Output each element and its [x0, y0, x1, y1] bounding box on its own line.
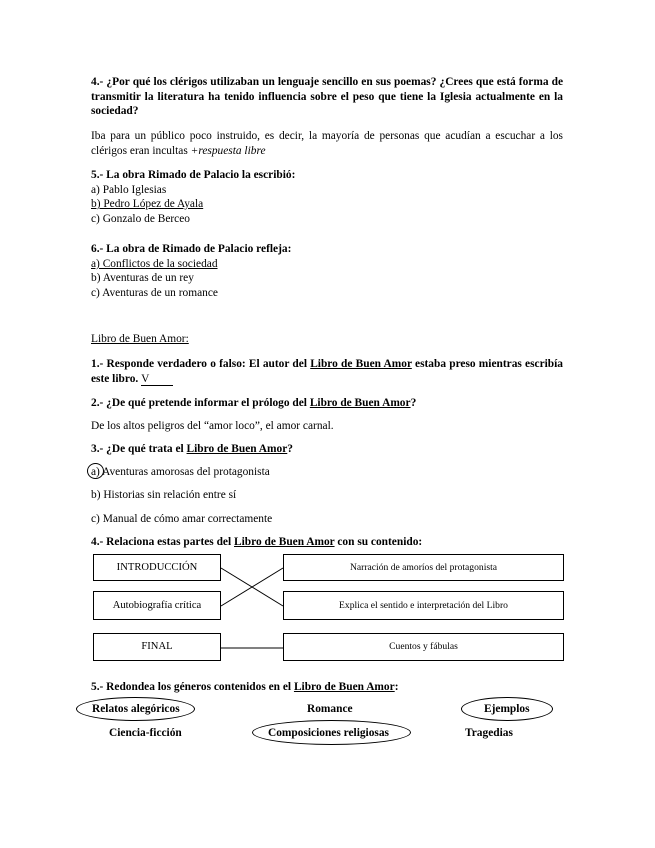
q5-option-b-selected: b) Pedro López de Ayala [91, 198, 204, 210]
q6-option-b: b) Aventuras de un rey [91, 272, 194, 284]
s2-question-2-answer: De los altos peligros del “amor loco”, el amor carnal. [91, 420, 334, 432]
left-box-introduccion: INTRODUCCIÓN [93, 554, 221, 581]
q5-option-c: c) Gonzalo de Berceo [91, 213, 190, 225]
question-6-text: 6.- La obra de Rimado de Palacio refleja: [91, 243, 292, 255]
q5-option-a: a) Pablo Iglesias [91, 184, 167, 196]
book-title: Libro de Buen Amor [186, 443, 288, 455]
q3-option-a-selected: a) Aventuras amorosas del protagonista [91, 466, 270, 478]
question-4-text: 4.- ¿Por qué los clérigos utilizaban un lenguaje sencillo en sus poemas? ¿Crees que está forma de transmitir la literatura ha tenido influencia sobre el peso que tiene la Iglesia actualmente en la sociedad? [91, 76, 563, 117]
s2-question-4: 4.- Relaciona estas partes del Libro de Buen Amor con su contenido: [91, 536, 423, 548]
section-heading: Libro de Buen Amor: [91, 333, 189, 345]
genre-composiciones-religiosas: Composiciones religiosas [268, 727, 389, 739]
genre-relatos-alegoricos: Relatos alegóricos [92, 703, 180, 715]
left-box-autobiografia: Autobiografía crítica [93, 591, 221, 620]
genre-tragedias: Tragedias [465, 727, 513, 739]
s2-question-5: 5.- Redondea los géneros contenidos en el Libro de Buen Amor: [91, 681, 399, 693]
s2-question-2: 2.- ¿De qué pretende informar el prólogo del Libro de Buen Amor? [91, 397, 417, 409]
q3-option-c: c) Manual de cómo amar correctamente [91, 513, 273, 525]
book-title: Libro de Buen Amor [309, 397, 411, 409]
s2-question-3: 3.- ¿De qué trata el Libro de Buen Amor? [91, 443, 293, 455]
right-box-explica: Explica el sentido e interpretación del Libro [283, 591, 564, 620]
book-title: Libro de Buen Amor [310, 358, 412, 370]
right-box-narracion: Narración de amoríos del protagonista [283, 554, 564, 581]
s2-question-1: 1.- Responde verdadero o falso: El autor del Libro de Buen Amor estaba preso mientras escribía este libro. V [91, 358, 563, 385]
genre-romance: Romance [307, 703, 353, 715]
true-false-answer: V [141, 373, 173, 386]
question-5-text: 5.- La obra Rimado de Palacio la escribió: [91, 169, 296, 181]
answer-note: +respuesta libre [190, 144, 266, 157]
q6-option-c: c) Aventuras de un romance [91, 287, 218, 299]
genre-ciencia-ficcion: Ciencia-ficción [109, 727, 182, 739]
q3-option-b: b) Historias sin relación entre sí [91, 489, 237, 501]
book-title: Libro de Buen Amor [234, 536, 335, 548]
left-box-final: FINAL [93, 633, 221, 661]
right-box-cuentos: Cuentos y fábulas [283, 633, 564, 661]
q6-option-a-selected: a) Conflictos de la sociedad [91, 258, 218, 270]
book-title: Libro de Buen Amor [293, 681, 395, 693]
answer-text: Iba para un público poco instruido, es decir, la mayoría de personas que acudían a escuchar a los clérigos eran incultas [91, 130, 563, 157]
genre-ejemplos: Ejemplos [484, 703, 530, 715]
